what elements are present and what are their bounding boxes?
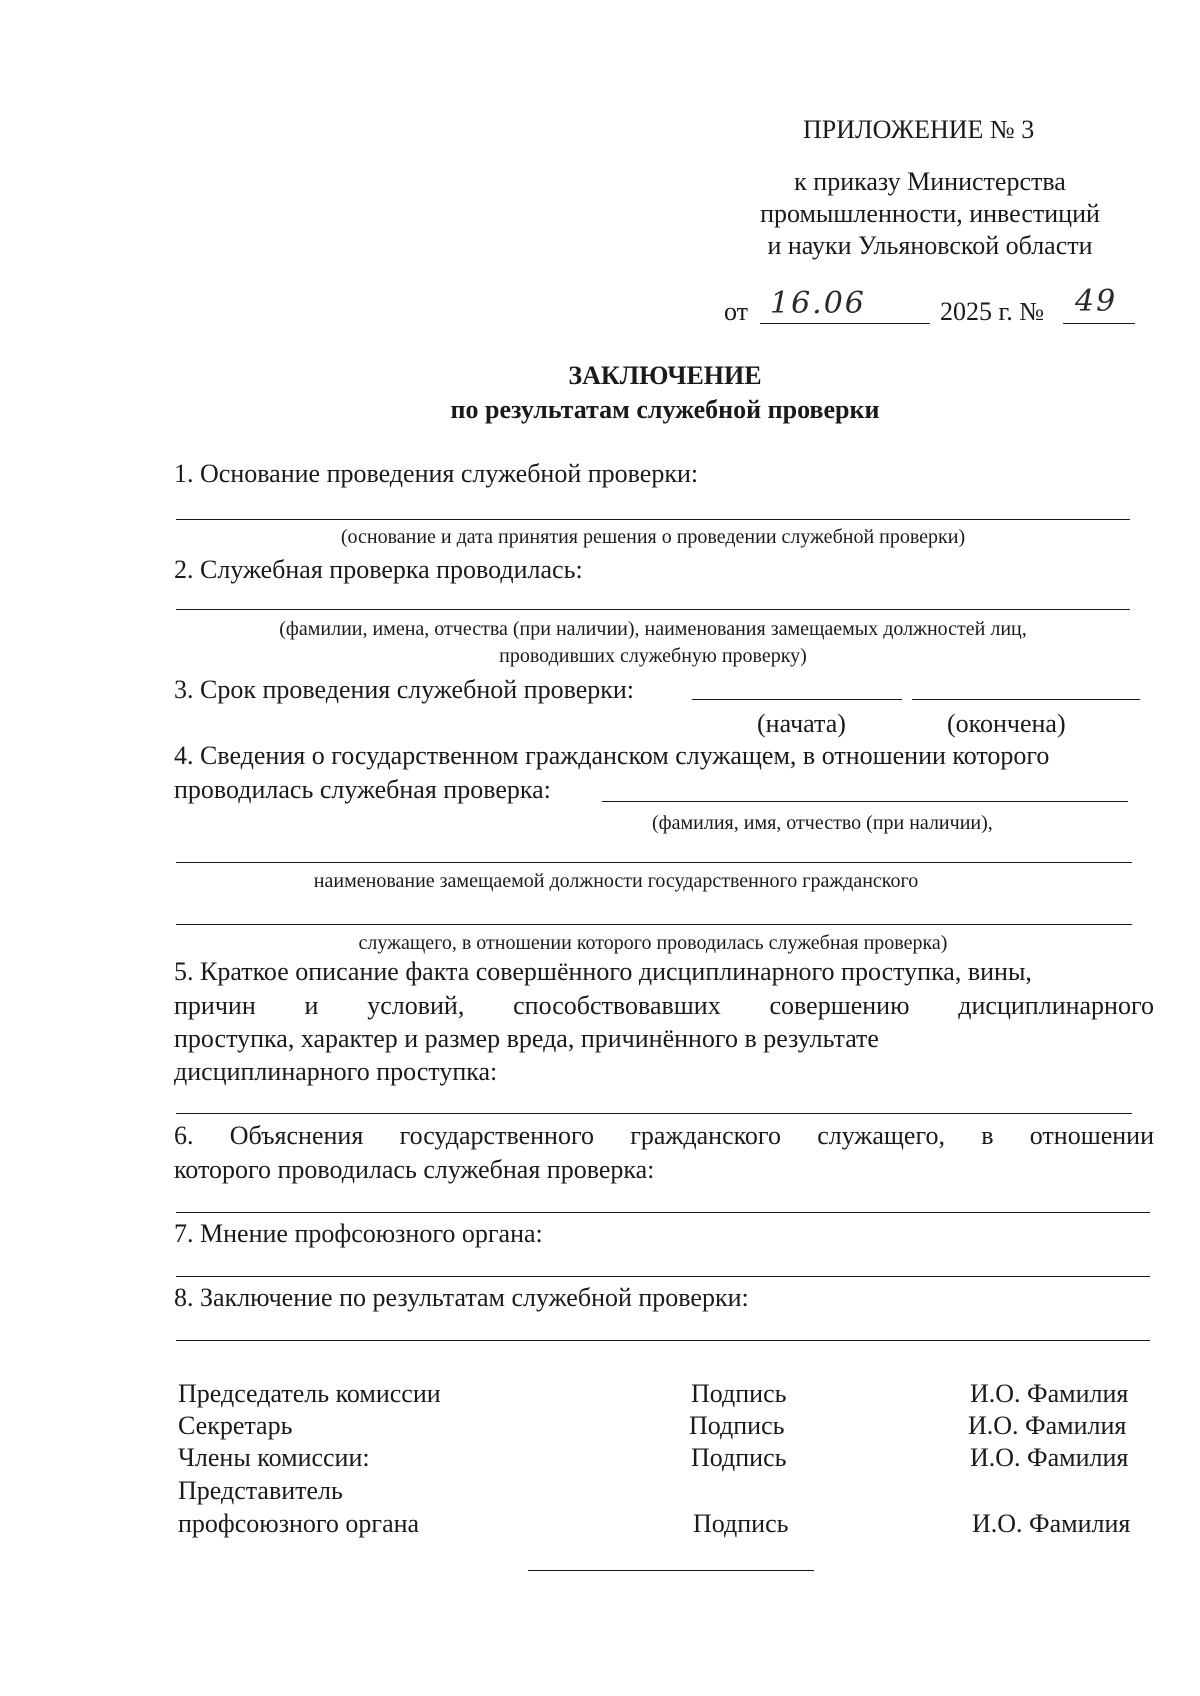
section-3-end-line[interactable]: [912, 699, 1140, 700]
section-8-heading: 8. Заключение по результатам служебной проверки:: [174, 1283, 749, 1312]
section-4-name-line[interactable]: [602, 801, 1128, 802]
section-4-heading-line1: 4. Сведения о государственном гражданском служащем, в отношении которого: [174, 741, 1050, 770]
section-3-started-label: (начата): [757, 709, 846, 738]
signature-name: И.О. Фамилия: [970, 1443, 1129, 1472]
order-date-label: от: [724, 297, 749, 326]
section-7-blank-line[interactable]: [176, 1276, 1150, 1277]
signature-placeholder: Подпись: [691, 1379, 787, 1408]
section-5-line2: причин и условий, способствовавших совершению дисциплинарного: [174, 991, 1154, 1020]
section-1-blank-line[interactable]: [176, 519, 1130, 520]
section-4-caption-line3: служащего, в отношении которого проводилась служебная проверка): [358, 932, 948, 954]
signature-role: профсоюзного органа: [178, 1509, 420, 1538]
section-5-line1: 5. Краткое описание факта совершённого дисциплинарного проступка, вины,: [174, 957, 1032, 986]
section-6-line1: 6. Объяснения государственного гражданского служащего, в отношении: [174, 1121, 1154, 1150]
signature-role: Члены комиссии:: [178, 1443, 370, 1472]
signature-placeholder: Подпись: [693, 1509, 789, 1538]
section-5-line4: дисциплинарного проступка:: [174, 1057, 498, 1086]
order-number-line: [1063, 323, 1135, 324]
section-4-blank-line-2[interactable]: [176, 862, 1132, 863]
section-2-heading: 2. Служебная проверка проводилась:: [174, 555, 583, 584]
signature-name: И.О. Фамилия: [972, 1509, 1131, 1538]
appendix-number: ПРИЛОЖЕНИЕ № 3: [803, 115, 1035, 144]
section-4-caption-line1: (фамилия, имя, отчество (при наличии),: [652, 812, 993, 834]
signature-name: И.О. Фамилия: [968, 1411, 1127, 1440]
section-7-heading: 7. Мнение профсоюзного органа:: [174, 1219, 543, 1248]
closing-separator: [528, 1570, 814, 1571]
document-title: ЗАКЛЮЧЕНИЕ: [568, 361, 762, 390]
signature-placeholder: Подпись: [689, 1411, 785, 1440]
order-date-handwritten: 16.06: [770, 286, 866, 321]
section-2-caption-line2: проводивших служебную проверку): [499, 645, 807, 667]
section-4-heading-line2: проводилась служебная проверка:: [174, 775, 551, 804]
order-reference-line2: промышленности, инвестиций: [760, 199, 1100, 228]
section-1-caption: (основание и дата принятия решения о проведении служебной проверки): [340, 526, 966, 548]
signature-role: Секретарь: [178, 1411, 293, 1440]
signature-placeholder: Подпись: [691, 1443, 787, 1472]
document-subtitle: по результатам служебной проверки: [450, 395, 880, 424]
section-5-line3: проступка, характер и размер вреда, причинённого в результате: [174, 1024, 879, 1053]
section-4-blank-line-3[interactable]: [176, 924, 1132, 925]
signature-role: Председатель комиссии: [178, 1379, 441, 1408]
section-5-blank-line[interactable]: [176, 1113, 1132, 1114]
section-6-blank-line[interactable]: [176, 1212, 1150, 1213]
section-3-start-line[interactable]: [692, 699, 902, 700]
section-6-line2: которого проводилась служебная проверка:: [174, 1155, 655, 1184]
order-date-line: [760, 323, 930, 324]
signature-role: Представитель: [178, 1476, 343, 1505]
section-3-heading: 3. Срок проведения служебной проверки:: [174, 675, 635, 704]
order-number-handwritten: 49: [1075, 284, 1118, 319]
order-reference-line3: и науки Ульяновской области: [767, 231, 1093, 260]
section-2-caption-line1: (фамилии, имена, отчества (при наличии), наименования замещаемых должностей лиц,: [279, 618, 1027, 640]
order-reference-line1: к приказу Министерства: [794, 167, 1066, 196]
section-4-caption-line2: наименование замещаемой должности государственного гражданского: [313, 870, 919, 892]
section-8-blank-line[interactable]: [176, 1340, 1150, 1341]
signature-name: И.О. Фамилия: [970, 1379, 1129, 1408]
section-2-blank-line[interactable]: [176, 609, 1130, 610]
section-3-ended-label: (окончена): [947, 709, 1066, 738]
section-1-heading: 1. Основание проведения служебной проверки:: [174, 459, 699, 488]
order-year-label: 2025 г. №: [940, 297, 1045, 326]
